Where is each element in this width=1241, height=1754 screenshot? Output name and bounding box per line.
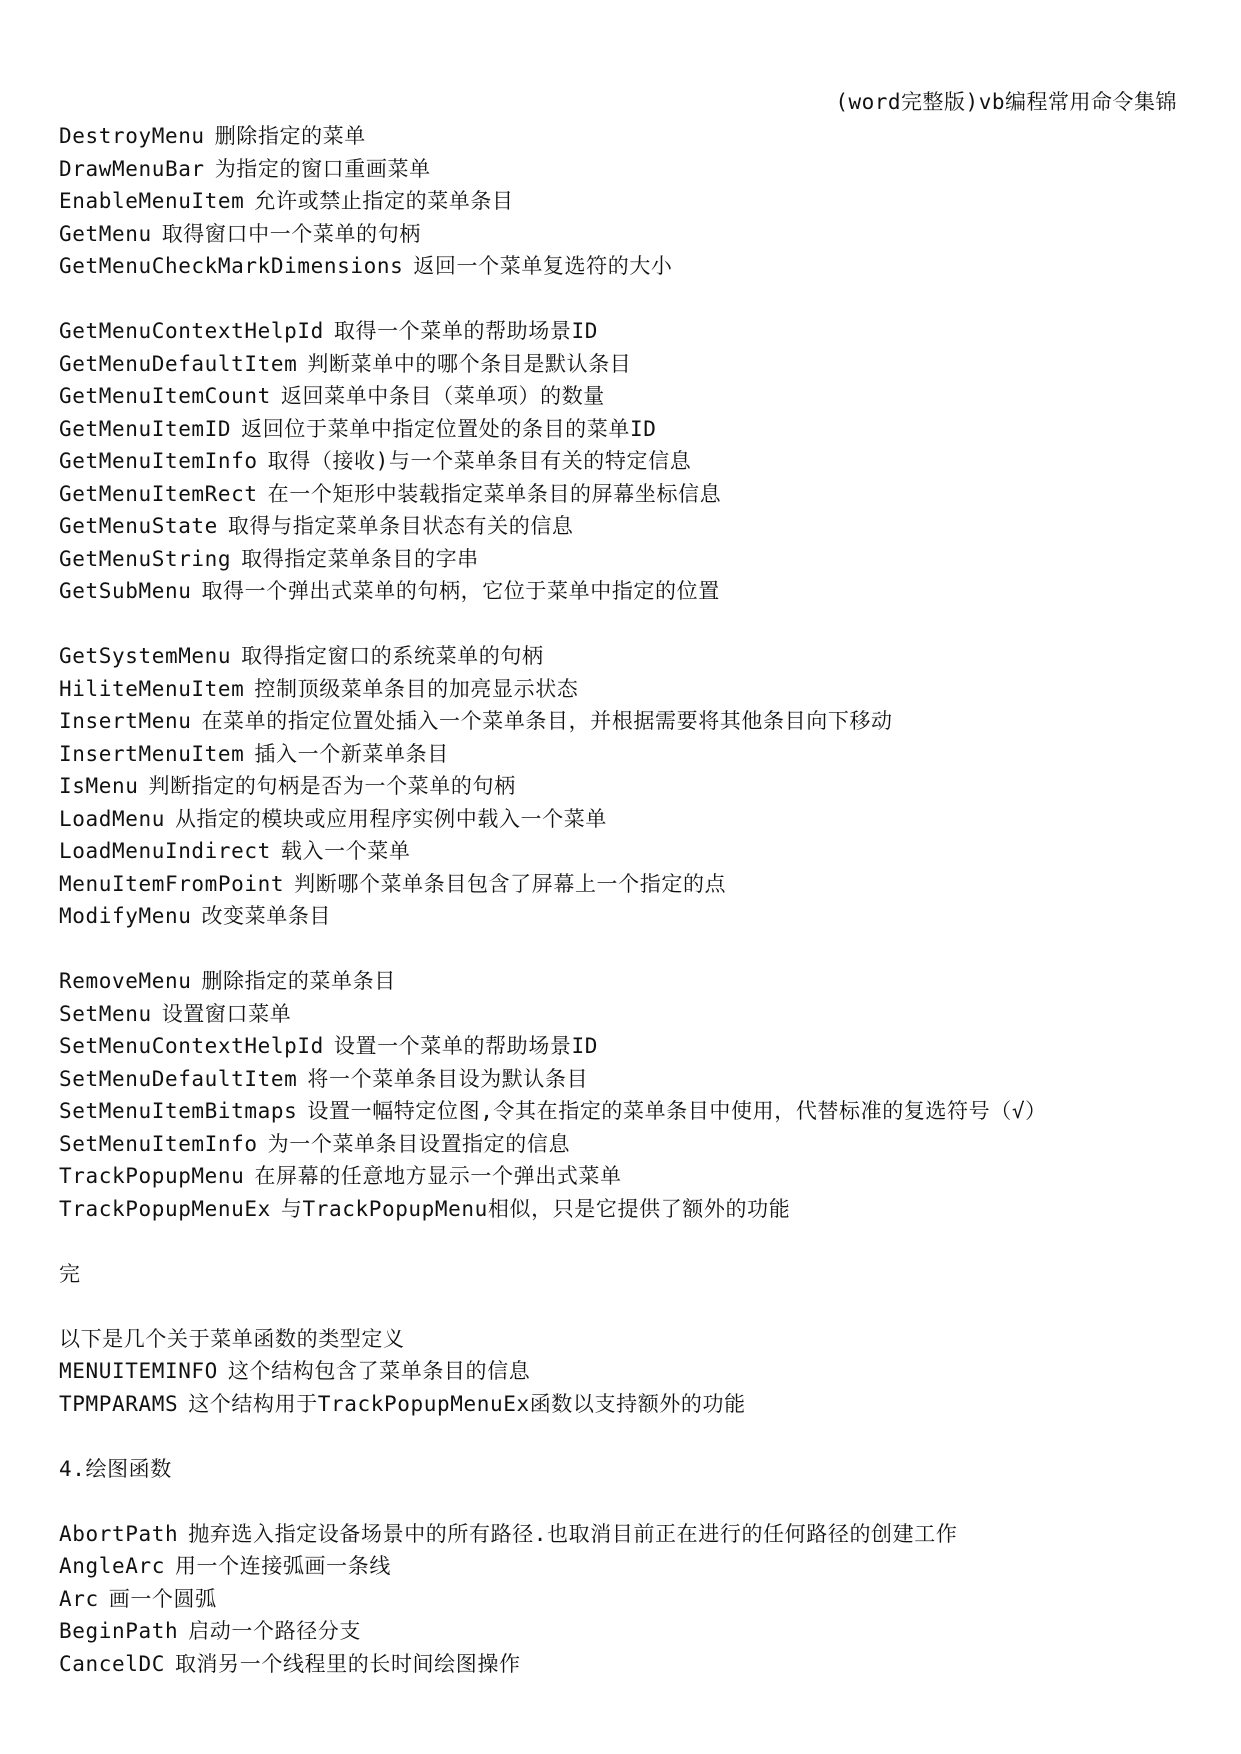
text-line	[59, 1323, 1189, 1356]
function-description: 设置一个菜单的帮助场景ID	[333, 1034, 598, 1058]
function-name: DestroyMenu	[59, 124, 205, 148]
function-name: SetMenuContextHelpId	[59, 1034, 324, 1058]
function-description: 设置一幅特定位图,令其在指定的菜单条目中使用，代替标准的复选符号（√）	[307, 1099, 1047, 1123]
function-name: TrackPopupMenu	[59, 1164, 245, 1188]
text-line	[59, 348, 1189, 381]
function-description: 判断哪个菜单条目包含了屏幕上一个指定的点	[294, 871, 727, 896]
text-line	[59, 673, 1189, 706]
function-description: 完	[59, 1261, 81, 1286]
function-name: LoadMenu	[59, 806, 165, 831]
function-name: GetMenuItemRect	[59, 481, 258, 506]
blank-line	[59, 283, 1189, 316]
function-name: EnableMenuItem	[59, 189, 245, 213]
text-line	[59, 835, 1189, 868]
function-description: 以下是几个关于菜单函数的类型定义	[59, 1326, 405, 1351]
function-description: 删除指定的菜单	[214, 124, 366, 148]
function-description: 取得指定窗口的系统菜单的句柄	[241, 644, 544, 668]
text-line	[59, 1160, 1189, 1193]
function-description: 在屏幕的任意地方显示一个弹出式菜单	[254, 1164, 622, 1188]
text-line	[59, 965, 1189, 998]
function-name: GetMenuItemCount	[59, 384, 271, 408]
function-description: 判断指定的句柄是否为一个菜单的句柄	[148, 774, 516, 798]
function-description: 允许或禁止指定的菜单条目	[254, 189, 514, 213]
function-name: ModifyMenu	[59, 904, 192, 928]
function-name: SetMenuItemBitmaps	[59, 1099, 298, 1123]
document-body	[59, 120, 1189, 1680]
function-description: 为指定的窗口重画菜单	[214, 156, 431, 181]
function-name: GetMenuDefaultItem	[59, 351, 298, 376]
text-line	[59, 478, 1189, 511]
text-line	[59, 1063, 1189, 1096]
function-description: 取得（接收)与一个菜单条目有关的特定信息	[267, 449, 692, 473]
text-line	[59, 1193, 1189, 1226]
function-description: 删除指定的菜单条目	[201, 969, 396, 993]
text-line	[59, 413, 1189, 446]
text-line	[59, 218, 1189, 251]
function-description: 这个结构包含了菜单条目的信息	[227, 1359, 531, 1383]
function-name: CancelDC	[59, 1651, 165, 1676]
text-line	[59, 1550, 1189, 1583]
text-line	[59, 510, 1189, 543]
text-line	[59, 705, 1189, 738]
text-line	[59, 250, 1189, 283]
function-name: MenuItemFromPoint	[59, 871, 285, 896]
function-name: InsertMenu	[59, 709, 192, 733]
text-line	[59, 575, 1189, 608]
function-description: 取得指定菜单条目的字串	[241, 546, 479, 571]
function-name: GetMenuState	[59, 514, 218, 538]
function-name: GetSystemMenu	[59, 644, 232, 668]
function-description: 启动一个路径分支	[188, 1619, 362, 1643]
text-line	[59, 1095, 1189, 1128]
function-name: LoadMenuIndirect	[59, 839, 271, 863]
function-description: 为一个菜单条目设置指定的信息	[267, 1131, 571, 1156]
function-description: 取得与指定菜单条目状态有关的信息	[227, 514, 574, 538]
blank-line	[59, 1420, 1189, 1453]
function-description: 画一个圆弧	[108, 1586, 217, 1611]
text-line	[59, 1388, 1189, 1421]
text-line	[59, 1128, 1189, 1161]
function-name: AngleArc	[59, 1554, 165, 1578]
function-name: GetMenuItemID	[59, 416, 232, 441]
function-name: GetMenuContextHelpId	[59, 319, 324, 343]
function-name: GetMenuItemInfo	[59, 449, 258, 473]
function-name: AbortPath	[59, 1521, 179, 1546]
function-name: RemoveMenu	[59, 969, 192, 993]
text-line	[59, 120, 1189, 153]
function-name: HiliteMenuItem	[59, 676, 245, 701]
text-line	[59, 998, 1189, 1031]
function-description: 插入一个新菜单条目	[254, 741, 449, 766]
function-description: 4.绘图函数	[59, 1456, 172, 1481]
function-name: SetMenuDefaultItem	[59, 1066, 298, 1091]
text-line	[59, 640, 1189, 673]
text-line	[59, 1615, 1189, 1648]
function-description: 取得一个菜单的帮助场景ID	[333, 319, 598, 343]
function-description: 返回一个菜单复选符的大小	[413, 254, 673, 278]
function-description: 改变菜单条目	[201, 904, 332, 928]
blank-line	[59, 1290, 1189, 1323]
text-line	[59, 900, 1189, 933]
function-name: DrawMenuBar	[59, 156, 205, 181]
text-line	[59, 1258, 1189, 1291]
function-name: BeginPath	[59, 1619, 179, 1643]
blank-line	[59, 1225, 1189, 1258]
text-line	[59, 770, 1189, 803]
text-line	[59, 803, 1189, 836]
function-description: 载入一个菜单	[280, 839, 411, 863]
function-description: 从指定的模块或应用程序实例中载入一个菜单	[174, 806, 607, 831]
text-line	[59, 1583, 1189, 1616]
function-name: GetMenu	[59, 221, 152, 246]
function-name: GetMenuString	[59, 546, 232, 571]
text-line	[59, 185, 1189, 218]
function-name: InsertMenuItem	[59, 741, 245, 766]
blank-line	[59, 933, 1189, 966]
function-name: SetMenu	[59, 1001, 152, 1026]
function-description: 用一个连接弧画一条线	[174, 1554, 391, 1578]
function-name: SetMenuItemInfo	[59, 1131, 258, 1156]
function-name: GetSubMenu	[59, 579, 192, 603]
text-line	[59, 445, 1189, 478]
blank-line	[59, 608, 1189, 641]
function-description: 将一个菜单条目设为默认条目	[307, 1066, 589, 1091]
text-line	[59, 543, 1189, 576]
text-line	[59, 380, 1189, 413]
function-description: 设置窗口菜单	[161, 1001, 292, 1026]
function-name: GetMenuCheckMarkDimensions	[59, 254, 404, 278]
text-line	[59, 315, 1189, 348]
function-description: 返回菜单中条目（菜单项）的数量	[280, 384, 605, 408]
function-description: 这个结构用于TrackPopupMenuEx函数以支持额外的功能	[188, 1391, 746, 1416]
blank-line	[59, 1485, 1189, 1518]
function-description: 抛弃选入指定设备场景中的所有路径.也取消目前正在进行的任何路径的创建工作	[188, 1521, 958, 1546]
text-line	[59, 1518, 1189, 1551]
function-description: 返回位于菜单中指定位置处的条目的菜单ID	[241, 416, 657, 441]
text-line	[59, 868, 1189, 901]
function-description: 取得一个弹出式菜单的句柄，它位于菜单中指定的位置	[201, 579, 720, 603]
text-line	[59, 1453, 1189, 1486]
text-line	[59, 738, 1189, 771]
text-line	[59, 1648, 1189, 1681]
function-description: 取消另一个线程里的长时间绘图操作	[174, 1651, 521, 1676]
function-description: 控制顶级菜单条目的加亮显示状态	[254, 676, 579, 701]
text-line	[59, 153, 1189, 186]
page-header: (word完整版)vb编程常用命令集锦	[835, 90, 1177, 114]
text-line	[59, 1030, 1189, 1063]
function-description: 取得窗口中一个菜单的句柄	[161, 221, 421, 246]
function-name: TPMPARAMS	[59, 1391, 179, 1416]
function-name: TrackPopupMenuEx	[59, 1196, 271, 1221]
function-description: 在菜单的指定位置处插入一个菜单条目，并根据需要将其他条目向下移动	[201, 709, 893, 733]
function-name: Arc	[59, 1586, 99, 1611]
function-name: IsMenu	[59, 774, 139, 798]
text-line	[59, 1355, 1189, 1388]
function-name: MENUITEMINFO	[59, 1359, 218, 1383]
function-description: 在一个矩形中装载指定菜单条目的屏幕坐标信息	[267, 481, 722, 506]
function-description: 判断菜单中的哪个条目是默认条目	[307, 351, 632, 376]
function-description: 与TrackPopupMenu相似，只是它提供了额外的功能	[280, 1196, 791, 1221]
